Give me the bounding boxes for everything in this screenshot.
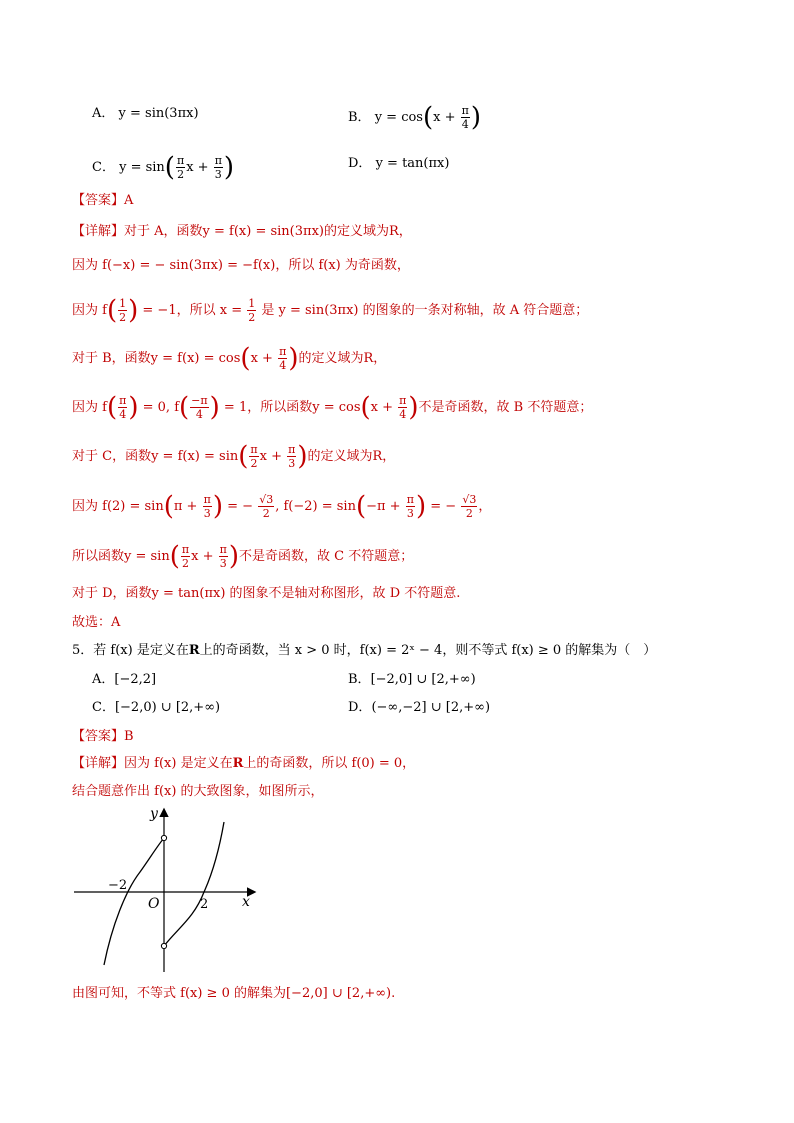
option-c-inner: x +: [186, 160, 209, 175]
paren-right: ): [128, 392, 139, 423]
frac-num: π: [119, 394, 127, 407]
paren-left: (: [163, 491, 174, 522]
q4-solution-line-3: [72, 297, 588, 324]
paren-left: (: [422, 102, 434, 133]
answer-value: A: [124, 193, 134, 208]
fraction: [461, 104, 470, 131]
solution-text: x +: [370, 400, 394, 415]
frac-num: π: [406, 493, 414, 506]
paren-right: ): [223, 152, 235, 183]
option-d: [348, 154, 449, 174]
solution-text: x +: [191, 549, 214, 564]
solution-text: 上的奇函数，所以 f(0) = 0，: [243, 756, 416, 771]
solution-text: 故选：A: [72, 615, 121, 630]
option-a: [92, 104, 199, 124]
frac-den: 4: [119, 408, 127, 421]
q4-solution-line-6: [72, 443, 395, 470]
q5-stem-text: 5．若 f(x) 是定义在: [72, 643, 189, 658]
paren-right: ): [408, 392, 419, 423]
frac-num: π: [181, 543, 190, 556]
solution-text: 因为 f: [72, 400, 107, 415]
x-axis-label: x: [242, 894, 250, 910]
function-graph: [68, 800, 268, 980]
solution-text: 对于 A，函数y = f(x) = sin(3πx)的定义域为R，: [124, 224, 412, 239]
solution-text: 对于 C，函数y = f(x) = sin: [72, 449, 239, 464]
frac-num: π: [176, 154, 185, 167]
paren-left: (: [355, 491, 367, 522]
fraction: [181, 543, 190, 570]
solution-text: 不是奇函数，故 B 不符题意；: [418, 400, 593, 415]
solution-text: , f(−2) = sin: [275, 499, 356, 514]
fraction: [219, 543, 228, 570]
frac-den: 2: [262, 507, 270, 520]
fraction: [249, 443, 258, 470]
frac-den: 2: [119, 311, 127, 324]
solution-text: 因为 f(−x) = − sin(3πx) = −f(x)，所以 f(x) 为奇函数，: [72, 258, 410, 273]
paren-right: ): [297, 441, 308, 472]
frac-num: π: [214, 154, 222, 167]
solution-text: x +: [259, 449, 282, 464]
paren-right: ): [288, 343, 299, 374]
q5-stem: [72, 641, 656, 661]
solution-text: 不是奇函数，故 C 不符题意；: [239, 549, 414, 564]
fraction: [203, 493, 212, 520]
option-b-label: B．: [348, 672, 371, 687]
paren-left: (: [106, 295, 118, 326]
detail-tag: 【详解】: [72, 756, 125, 771]
fraction: [176, 154, 185, 181]
open-point-bottom: [161, 943, 166, 948]
q5-stem-R: R: [188, 643, 200, 658]
solution-text: 因为 f(x) 是定义在: [124, 756, 233, 771]
frac-num: π: [279, 345, 287, 358]
frac-den: 2: [250, 457, 258, 470]
solution-text: = 1，所以函数y = cos: [223, 400, 361, 415]
solution-text: 是 y = sin(3πx) 的图象的一条对称轴，故 A 符合题意；: [261, 303, 589, 318]
paren-right: ): [212, 491, 223, 522]
q4-solution-line-2: [72, 256, 410, 276]
solution-text: 结合题意作出 f(x) 的大致图象，如图所示，: [72, 784, 324, 799]
frac-num: π: [250, 443, 258, 456]
solution-text: 对于 D，函数y = tan(πx) 的图象不是轴对称图形，故 D 不符题意.: [72, 586, 461, 601]
frac-num: 1: [119, 297, 127, 310]
option-c-expr: [−2,0) ∪ [2,+∞): [114, 700, 221, 715]
fraction: [247, 297, 256, 324]
frac-den: 4: [461, 118, 469, 131]
fraction: [406, 493, 415, 520]
detail-tag: 【详解】: [72, 224, 125, 239]
option-d-expr: y = tan(πx): [375, 156, 450, 171]
q4-solution-line-5: [72, 394, 592, 421]
frac-num: 1: [248, 297, 256, 310]
q5-solution-line-2: [72, 782, 324, 802]
paren-left: (: [164, 152, 175, 183]
paren-right: ): [128, 295, 139, 326]
paren-left: (: [240, 343, 251, 374]
solution-text: = 0, f: [142, 400, 180, 415]
solution-text: = −: [227, 499, 254, 514]
paren-right: ): [415, 491, 427, 522]
solution-text: 所以函数y = sin: [72, 549, 170, 564]
paren-left: (: [106, 392, 118, 423]
frac-den: 4: [195, 408, 203, 421]
frac-num: π: [203, 493, 211, 506]
option-b-label: B．: [348, 110, 371, 125]
frac-den: 3: [214, 168, 222, 181]
fraction: [118, 394, 127, 421]
solution-text: 因为 f: [72, 303, 107, 318]
option-d-expr: (−∞,−2] ∪ [2,+∞): [371, 700, 491, 715]
frac-num: −π: [191, 394, 208, 407]
frac-num: π: [399, 394, 407, 407]
option-b-expr: y = cos: [374, 110, 423, 125]
q4-answer: [72, 191, 133, 211]
frac-num: √3: [259, 493, 274, 506]
q5-option-a: [92, 670, 156, 690]
fraction: [190, 394, 208, 421]
paren-left: (: [169, 541, 180, 572]
q4-solution-line-9: [72, 584, 460, 604]
paren-right: ): [209, 392, 220, 423]
tick-label-neg2: −2: [108, 878, 128, 893]
solution-text: 由图可知，不等式 f(x) ≥ 0 的解集为[−2,0] ∪ [2,+∞).: [72, 986, 396, 1001]
frac-den: 2: [177, 168, 185, 181]
q4-solution-line-1: [72, 222, 412, 242]
option-c-label: C．: [92, 700, 115, 715]
q4-solution-line-7: [72, 493, 491, 520]
option-b: [348, 104, 481, 131]
option-d-label: D．: [348, 156, 372, 171]
solution-text: x +: [250, 351, 273, 366]
q5-option-c: [92, 698, 220, 718]
option-d-label: D．: [348, 700, 372, 715]
frac-den: 3: [219, 557, 227, 570]
answer-value: B: [124, 729, 134, 744]
option-a-expr: y = sin(3πx): [118, 106, 199, 121]
frac-den: 3: [203, 507, 211, 520]
q5-option-b: [348, 670, 476, 690]
option-c-label: C．: [92, 160, 115, 175]
y-axis-label: y: [150, 806, 158, 822]
answer-tag: 【答案】: [72, 193, 125, 208]
solution-text: −π +: [366, 499, 401, 514]
fraction: [461, 493, 477, 520]
frac-num: √3: [462, 493, 477, 506]
q4-solution-line-10: [72, 613, 120, 633]
q5-solution-line-1: [72, 754, 415, 774]
frac-den: 4: [399, 408, 407, 421]
option-b-expr: [−2,0] ∪ [2,+∞): [370, 672, 476, 687]
solution-text: = −: [430, 499, 457, 514]
solution-R: R: [232, 756, 244, 771]
q5-answer: [72, 727, 134, 747]
solution-text: 的定义域为R，: [298, 351, 387, 366]
fraction: [214, 154, 223, 181]
fraction: [398, 394, 407, 421]
paren-left: (: [179, 392, 190, 423]
solution-text: 的定义域为R，: [307, 449, 396, 464]
frac-den: 4: [279, 359, 287, 372]
frac-num: π: [219, 543, 227, 556]
frac-den: 3: [288, 457, 296, 470]
fraction: [118, 297, 127, 324]
paren-left: (: [238, 441, 249, 472]
option-a-label: A．: [92, 672, 115, 687]
fraction: [278, 345, 287, 372]
frac-den: 3: [406, 507, 414, 520]
option-c: [92, 154, 234, 181]
option-c-expr: y = sin: [119, 160, 165, 175]
option-a-expr: [−2,2]: [114, 672, 157, 687]
solution-text: π +: [173, 499, 198, 514]
q5-option-d: [348, 698, 490, 718]
option-a-label: A．: [92, 106, 115, 121]
frac-den: 2: [465, 507, 473, 520]
fraction: [287, 443, 296, 470]
origin-label: O: [148, 896, 160, 912]
paren-right: ): [470, 102, 482, 133]
solution-text: ，: [478, 499, 492, 514]
paren-left: (: [360, 392, 371, 423]
fraction: [258, 493, 274, 520]
curve-right: [164, 822, 224, 946]
answer-tag: 【答案】: [72, 729, 125, 744]
q5-stem-text: 上的奇函数，当 x > 0 时，f(x) = 2ˣ − 4，则不等式 f(x) ≥ 0 的解集为（ ）: [199, 643, 657, 658]
open-point-top: [161, 835, 166, 840]
q4-solution-line-4: [72, 345, 386, 372]
frac-num: π: [461, 104, 469, 117]
q4-solution-line-8: [72, 543, 413, 570]
frac-num: π: [288, 443, 296, 456]
option-b-inner: x +: [433, 110, 456, 125]
solution-text: 因为 f(2) = sin: [72, 499, 164, 514]
frac-den: 2: [181, 557, 189, 570]
q5-solution-line-3: [72, 984, 395, 1004]
paren-right: ): [228, 541, 239, 572]
tick-label-2: 2: [200, 897, 209, 912]
solution-text: 对于 B，函数y = f(x) = cos: [72, 351, 241, 366]
frac-den: 2: [248, 311, 256, 324]
solution-text: = −1，所以 x =: [142, 303, 243, 318]
